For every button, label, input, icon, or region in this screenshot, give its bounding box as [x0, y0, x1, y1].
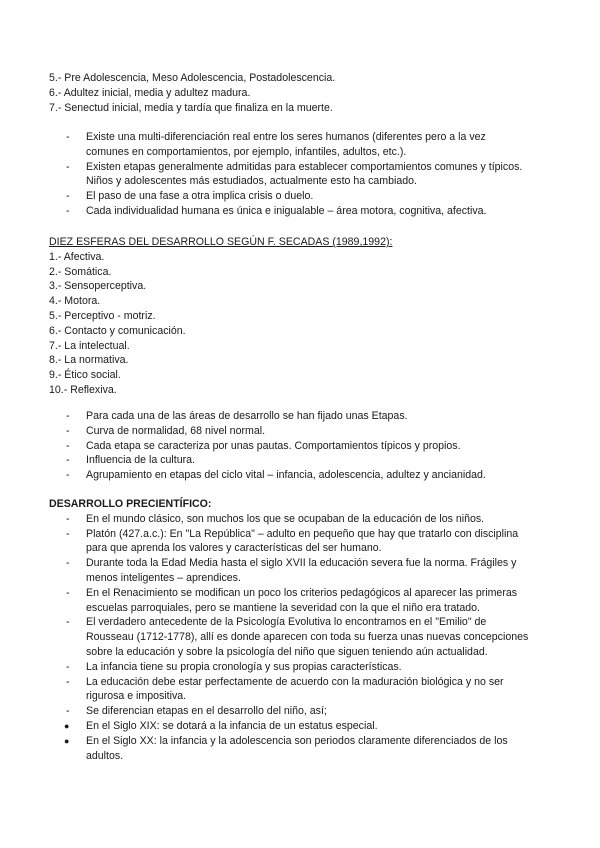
- list-item: 5.- Pre Adolescencia, Meso Adolescencia, Postadolescencia.: [49, 72, 336, 84]
- dot-bullet: ●: [64, 720, 70, 731]
- precientifico-section: [49, 497, 549, 763]
- bullet-text: Rousseau (1712-1778), allí es donde aparecen con toda su fuerza unas nuevas concepciones: [86, 631, 529, 644]
- list-item: [49, 675, 549, 705]
- list-item: 2.- Somática.: [49, 265, 112, 278]
- list-item: 9.- Ético social.: [49, 369, 121, 382]
- bullet-text: comunes en comportamientos, por ejemplo, infantiles, adultos, etc.).: [86, 145, 407, 158]
- bullet-text: En el Siglo XIX: se dotará a la infancia de un estatus especial.: [86, 719, 378, 732]
- list-item: [49, 204, 549, 219]
- dash-bullet: -: [66, 512, 70, 525]
- characteristics-bullets: [49, 130, 549, 219]
- bullet-text: Curva de normalidad, 68 nivel normal.: [86, 424, 266, 437]
- esferas-section: [49, 235, 549, 398]
- bullet-text: Agrupamiento en etapas del ciclo vital – infancia, adolescencia, adultez y ancianidad.: [86, 469, 486, 482]
- list-item: [49, 660, 549, 675]
- bullet-text: para que aprenda los valores y características del ser humano.: [86, 542, 382, 555]
- list-item: 8.- La normativa.: [49, 354, 129, 367]
- section-heading: DESARROLLO PRECIENTÍFICO:: [49, 498, 212, 510]
- bullet-text: En el mundo clásico, son muchos los que se ocupaban de la educación de los niños.: [86, 512, 485, 525]
- list-item: [49, 468, 549, 483]
- dash-bullet: -: [66, 527, 70, 540]
- bullet-text: En el Renacimiento se modifican un poco los criterios pedagógicos al aparecer las primeras: [86, 586, 518, 599]
- dash-bullet: -: [66, 705, 70, 718]
- list-item: [49, 527, 549, 557]
- dash-bullet: -: [66, 190, 70, 203]
- bullet-text: Durante toda la Edad Media hasta el siglo XVII la educación severa fue la norma. Frágiles y: [86, 557, 517, 570]
- bullet-text: El paso de una fase a otra implica crisis o duelo.: [86, 190, 314, 203]
- list-item: [49, 453, 549, 468]
- list-item: 1.- Afectiva.: [49, 250, 105, 263]
- dash-bullet: -: [66, 675, 70, 688]
- dash-bullet: -: [66, 469, 70, 482]
- bullet-text: Platón (427.a.c.): En "La República" – adulto en pequeño que hay que tratarlo con disciplina: [86, 527, 519, 540]
- list-item: [49, 160, 549, 190]
- bullet-text: Existe una multi-diferenciación real entre los seres humanos (diferentes pero a la vez: [86, 131, 486, 143]
- list-item: 6.- Contacto y comunicación.: [49, 324, 186, 337]
- bullet-text: Se diferencian etapas en el desarrollo del niño, así;: [86, 705, 327, 718]
- bullet-text: rigurosa e impositiva.: [86, 690, 187, 703]
- stages-list-continued: [49, 71, 549, 115]
- bullet-text: La infancia tiene su propia cronología y sus propias características.: [86, 660, 402, 673]
- list-item: 10.- Reflexiva.: [49, 383, 117, 396]
- bullet-text: Influencia de la cultura.: [86, 454, 195, 467]
- list-item: [49, 424, 549, 439]
- areas-bullets: [49, 409, 549, 483]
- dash-bullet: -: [66, 439, 70, 452]
- list-item: [49, 586, 549, 616]
- list-item: [49, 409, 549, 424]
- list-item: [49, 512, 549, 527]
- bullet-text: Cada individualidad humana es única e inigualable – área motora, cognitiva, afectiva.: [86, 204, 487, 217]
- list-item: 5.- Perceptivo - motriz.: [49, 309, 156, 322]
- dash-bullet: -: [66, 454, 70, 467]
- bullet-text: Existen etapas generalmente admitidas para establecer comportamientos comunes y típicos.: [86, 160, 523, 173]
- bullet-text: El verdadero antecedente de la Psicología Evolutiva lo encontramos en el "Emilio" de: [86, 616, 487, 629]
- dash-bullet: -: [66, 160, 70, 173]
- list-item: 7.- La intelectual.: [49, 339, 130, 352]
- bullet-text: En el Siglo XX: la infancia y la adolescencia son periodos claramente diferenciados de los: [86, 734, 508, 747]
- bullet-text: escuelas parroquiales, pero se mantiene la severidad con la que el niño era tratado.: [86, 601, 480, 614]
- bullet-text: adultos.: [86, 749, 124, 762]
- dash-bullet: -: [66, 424, 70, 437]
- dash-bullet: -: [66, 660, 70, 673]
- list-item: [49, 130, 549, 160]
- bullet-text: sobre la educación y sobre la psicología del niño que siguen teniendo aún actualidad.: [86, 645, 488, 658]
- list-item: [49, 734, 549, 764]
- list-item: [49, 439, 549, 454]
- bullet-text: menos inteligentes – aprendices.: [86, 571, 241, 584]
- dash-bullet: -: [66, 616, 70, 629]
- bullet-text: Cada etapa se caracteriza por unas pautas. Comportamientos típicos y propios.: [86, 439, 461, 452]
- list-item: [49, 615, 549, 659]
- dot-bullet: ●: [64, 735, 70, 746]
- list-item: 7.- Senectud inicial, media y tardía que finaliza en la muerte.: [49, 101, 333, 114]
- bullet-text: La educación debe estar perfectamente de acuerdo con la maduración biológica y no ser: [86, 675, 504, 688]
- list-item: [49, 189, 549, 204]
- list-item: [49, 704, 549, 719]
- bullet-text: Para cada una de las áreas de desarrollo se han fijado unas Etapas.: [86, 410, 408, 422]
- list-item: [49, 556, 549, 586]
- section-heading: DIEZ ESFERAS DEL DESARROLLO SEGÚN F. SECADAS (1989,1992):: [49, 236, 393, 248]
- list-item: 4.- Motora.: [49, 295, 101, 308]
- dash-bullet: -: [66, 586, 70, 599]
- list-item: 6.- Adultez inicial, media y adultez madura.: [49, 86, 251, 99]
- dash-bullet: -: [66, 410, 70, 422]
- dash-bullet: -: [66, 131, 70, 143]
- dash-bullet: -: [66, 557, 70, 570]
- bullet-text: Niños y adolescentes más estudiados, actualmente esto ha cambiado.: [86, 175, 417, 188]
- dash-bullet: -: [66, 204, 70, 217]
- list-item: [49, 719, 549, 734]
- list-item: 3.- Sensoperceptiva.: [49, 280, 147, 293]
